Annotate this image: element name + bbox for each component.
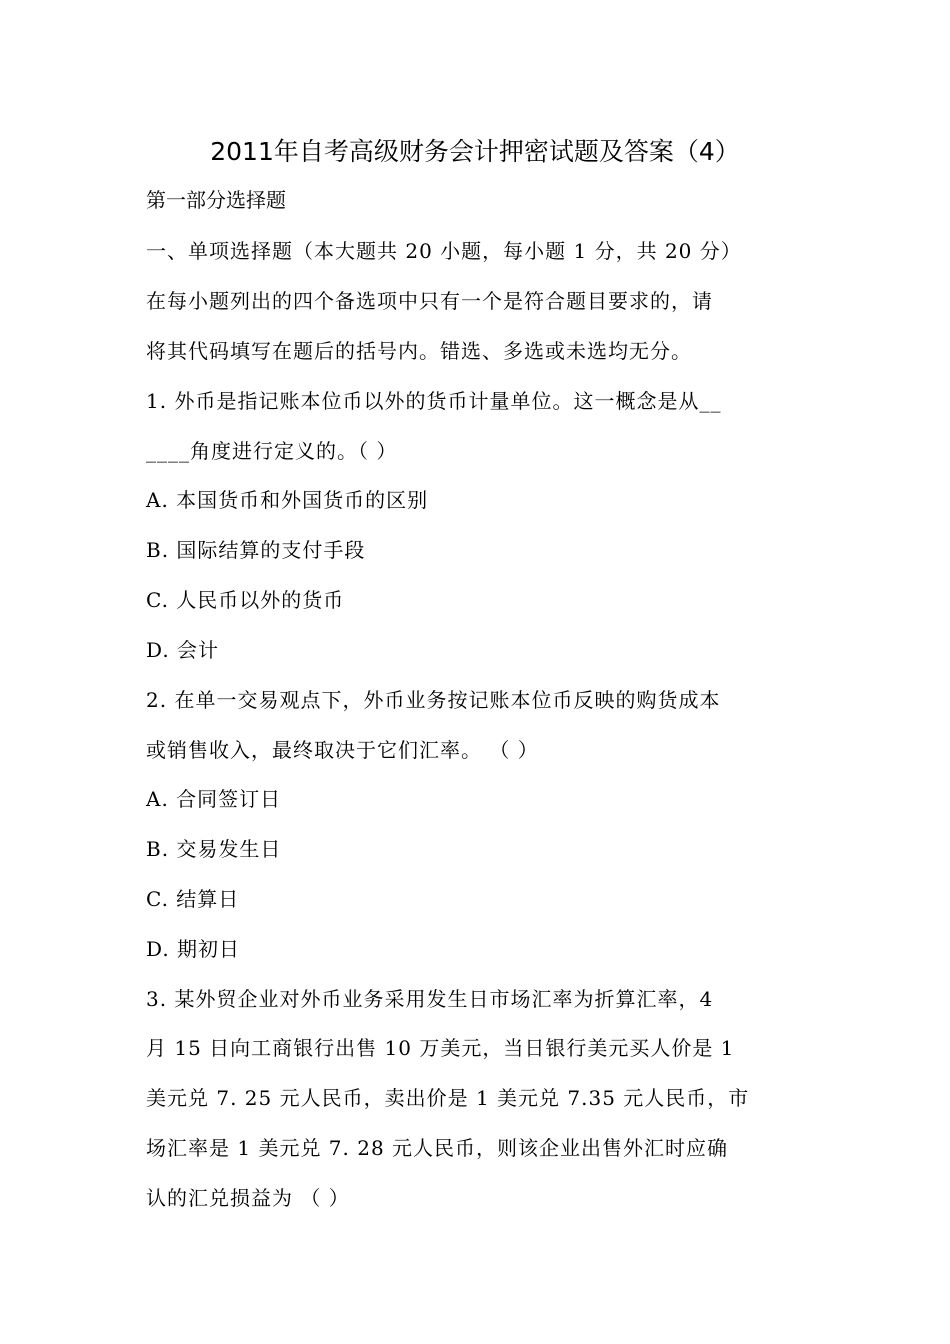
- question-3-text: 美元兑 7. 25 元人民币，卖出价是 1 美元兑 7.35 元人民币，市: [146, 1086, 750, 1110]
- document-title: 2011年自考高级财务会计押密试题及答案（4）: [210, 137, 740, 166]
- question-2-text: 2. 在单一交易观点下，外币业务按记账本位币反映的购货成本: [146, 688, 721, 712]
- question-2-option-a: A. 合同签订日: [146, 787, 282, 811]
- section-heading: 一、单项选择题（本大题共 20 小题，每小题 1 分，共 20 分）: [146, 239, 742, 263]
- question-3-text: 月 15 日向工商银行出售 10 万美元，当日银行美元买人价是 1: [146, 1036, 735, 1060]
- question-2-option-d: D. 期初日: [146, 937, 241, 961]
- question-3-text: 场汇率是 1 美元兑 7. 28 元人民币，则该企业出售外汇时应确: [146, 1136, 729, 1160]
- part-heading: 第一部分选择题: [146, 188, 286, 212]
- question-1-option-d: D. 会计: [146, 638, 220, 662]
- question-3-text: 3. 某外贸企业对外币业务采用发生日市场汇率为折算汇率，4: [146, 987, 714, 1011]
- instruction-line: 将其代码填写在题后的括号内。错选、多选或未选均无分。: [146, 339, 692, 363]
- question-1-option-c: C. 人民币以外的货币: [146, 588, 345, 612]
- question-1-option-a: A. 本国货币和外国货币的区别: [146, 488, 429, 512]
- instruction-line: 在每小题列出的四个备选项中只有一个是符合题目要求的，请: [146, 289, 713, 313]
- question-3-text: 认的汇兑损益为 （ ）: [146, 1186, 350, 1210]
- question-1-text: 1. 外币是指记账本位币以外的货币计量单位。这一概念是从__: [146, 389, 722, 413]
- question-2-text: 或销售收入，最终取决于它们汇率。 （ ）: [146, 738, 539, 762]
- question-1-text: ____角度进行定义的。（ ）: [146, 439, 398, 463]
- question-2-option-c: C. 结算日: [146, 887, 240, 911]
- question-1-option-b: B. 国际结算的支付手段: [146, 538, 366, 562]
- question-2-option-b: B. 交易发生日: [146, 837, 282, 861]
